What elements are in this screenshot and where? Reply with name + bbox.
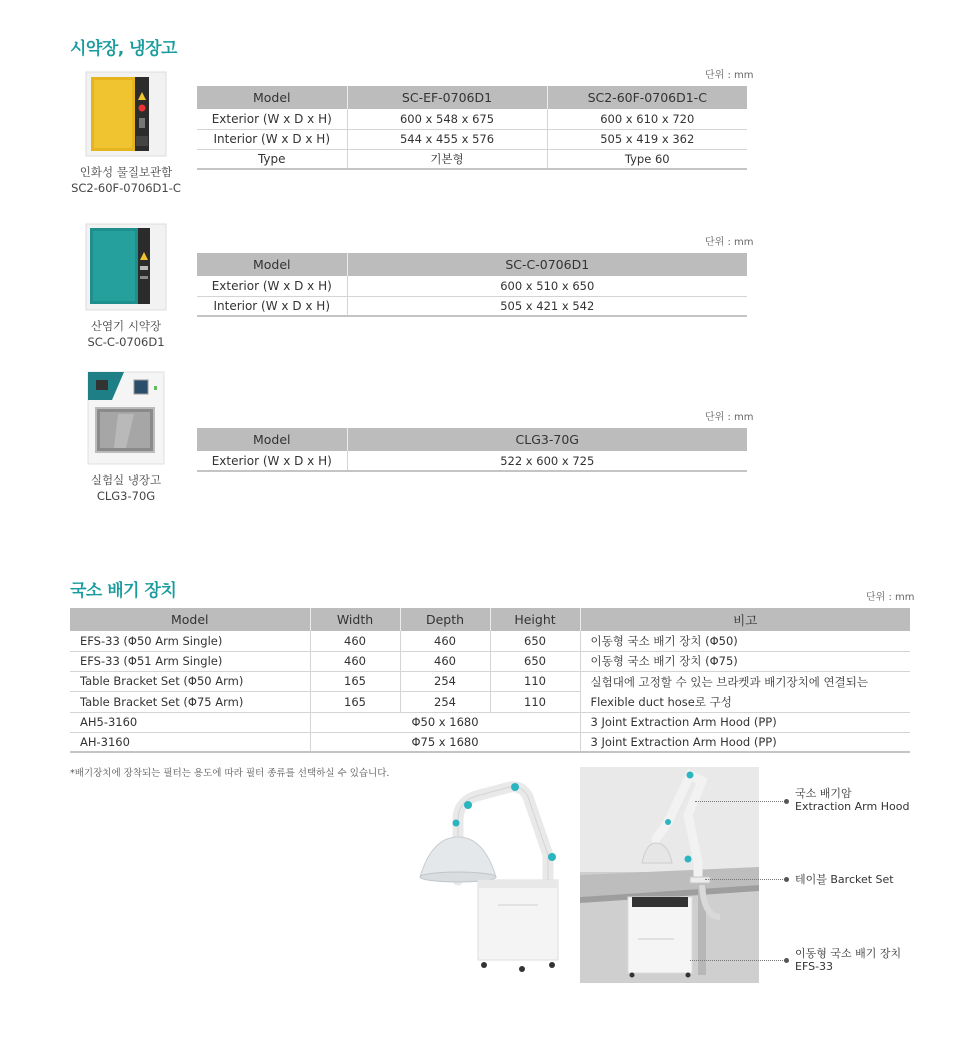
table-row xyxy=(197,451,747,471)
callout-line: 국소 배기암 xyxy=(795,787,852,800)
callout-line: Extraction Arm Hood xyxy=(795,800,910,813)
note-cell-bracket xyxy=(580,671,910,712)
spec-table-acid-base-cabinet xyxy=(197,253,747,317)
note-cell: 이동형 국소 배기 장치 (Φ75) xyxy=(580,651,910,671)
product-model: SC2-60F-0706D1-C xyxy=(71,181,181,195)
unit-label: 단위 : mm xyxy=(866,592,915,603)
model-cell: Table Bracket Set (Φ75 Arm) xyxy=(70,692,310,713)
model-cell: EFS-33 (Φ51 Arm Single) xyxy=(70,651,310,671)
height-cell: 110 xyxy=(490,692,580,713)
dims-cell: Φ75 x 1680 xyxy=(310,732,580,752)
note-line: Flexible duct hose로 구성 xyxy=(590,694,732,709)
teal-acid-base-cabinet-image xyxy=(84,222,168,312)
callout-dot xyxy=(784,958,789,963)
product-acid-base-cabinet xyxy=(66,222,186,350)
note-cell: 이동형 국소 배기 장치 (Φ50) xyxy=(580,631,910,651)
spec-table-lab-refrigerator xyxy=(197,428,747,472)
callout-line: EFS-33 xyxy=(795,960,834,973)
cell: 600 x 510 x 650 xyxy=(347,276,747,296)
dims-cell: Φ50 x 1680 xyxy=(310,712,580,732)
cell: 505 x 421 x 542 xyxy=(347,296,747,316)
header-cell: Model xyxy=(197,86,347,109)
mobile-extraction-unit-image xyxy=(410,765,575,980)
product-name: 산염기 시약장 xyxy=(90,319,162,333)
height-cell: 110 xyxy=(490,671,580,692)
product-flammable-cabinet xyxy=(66,70,186,196)
model-cell: AH-3160 xyxy=(70,732,310,752)
row-label: Exterior (W x D x H) xyxy=(197,451,347,471)
table-row xyxy=(70,651,910,671)
table-row xyxy=(197,129,747,149)
width-cell: 165 xyxy=(310,692,400,713)
height-cell: 650 xyxy=(490,631,580,651)
callout-table-bracket-set xyxy=(795,873,894,886)
callout-leader-line xyxy=(690,960,787,961)
row-label: Exterior (W x D x H) xyxy=(197,276,347,296)
header-cell: SC-EF-0706D1 xyxy=(347,86,547,109)
cell: 544 x 455 x 576 xyxy=(347,129,547,149)
callout-leader-line xyxy=(695,801,787,802)
callout-line: 테이블 Barcket Set xyxy=(795,873,894,886)
model-cell: EFS-33 (Φ50 Arm Single) xyxy=(70,631,310,651)
header-cell: Depth xyxy=(400,608,490,631)
table-row xyxy=(70,631,910,651)
table-row xyxy=(70,671,910,692)
table-row xyxy=(197,109,747,129)
cell: 기본형 xyxy=(347,149,547,169)
cell: 600 x 610 x 720 xyxy=(547,109,747,129)
unit-label: 단위 : mm xyxy=(705,237,754,248)
note-cell: 3 Joint Extraction Arm Hood (PP) xyxy=(580,712,910,732)
header-cell: Height xyxy=(490,608,580,631)
callout-mobile-exhaust-unit xyxy=(795,947,901,973)
depth-cell: 254 xyxy=(400,692,490,713)
cell: 505 x 419 x 362 xyxy=(547,129,747,149)
row-label: Interior (W x D x H) xyxy=(197,129,347,149)
callout-extraction-arm-hood xyxy=(795,787,909,813)
note-cell: 3 Joint Extraction Arm Hood (PP) xyxy=(580,732,910,752)
model-cell: Table Bracket Set (Φ50 Arm) xyxy=(70,671,310,692)
product-model: CLG3-70G xyxy=(96,489,156,503)
width-cell: 165 xyxy=(310,671,400,692)
table-row xyxy=(70,732,910,752)
header-cell: SC2-60F-0706D1-C xyxy=(547,86,747,109)
lab-refrigerator-image xyxy=(84,370,168,466)
product-lab-refrigerator xyxy=(66,370,186,504)
header-cell: Model xyxy=(197,253,347,276)
row-label: Exterior (W x D x H) xyxy=(197,109,347,129)
header-cell: CLG3-70G xyxy=(347,428,747,451)
depth-cell: 254 xyxy=(400,671,490,692)
note-line: 실험대에 고정할 수 있는 브라켓과 배기장치에 연결되는 xyxy=(590,674,868,689)
product-model: SC-C-0706D1 xyxy=(87,335,165,349)
filter-footnote: *배기장치에 장착되는 필터는 용도에 따라 필터 종류를 선택하실 수 있습니다. xyxy=(70,768,390,779)
yellow-flammable-cabinet-image xyxy=(84,70,168,158)
header-cell: Model xyxy=(70,608,310,631)
table-row xyxy=(197,149,747,169)
callout-leader-line xyxy=(705,879,787,880)
unit-label: 단위 : mm xyxy=(705,412,754,423)
cell: 522 x 600 x 725 xyxy=(347,451,747,471)
installed-extraction-arm-photo xyxy=(580,767,759,983)
depth-cell: 460 xyxy=(400,631,490,651)
table-row xyxy=(197,276,747,296)
callout-dot xyxy=(784,877,789,882)
header-cell: Model xyxy=(197,428,347,451)
width-cell: 460 xyxy=(310,631,400,651)
unit-label: 단위 : mm xyxy=(705,70,754,81)
width-cell: 460 xyxy=(310,651,400,671)
spec-table-local-exhaust xyxy=(70,608,910,753)
cell: Type 60 xyxy=(547,149,747,169)
header-cell: 비고 xyxy=(580,608,910,631)
table-row xyxy=(197,296,747,316)
callout-dot xyxy=(784,799,789,804)
table-row xyxy=(70,712,910,732)
model-cell: AH5-3160 xyxy=(70,712,310,732)
header-cell: SC-C-0706D1 xyxy=(347,253,747,276)
height-cell: 650 xyxy=(490,651,580,671)
row-label: Type xyxy=(197,149,347,169)
cell: 600 x 548 x 675 xyxy=(347,109,547,129)
product-name: 인화성 물질보관함 xyxy=(79,165,173,179)
spec-table-flammable-cabinet xyxy=(197,86,747,170)
row-label: Interior (W x D x H) xyxy=(197,296,347,316)
header-cell: Width xyxy=(310,608,400,631)
depth-cell: 460 xyxy=(400,651,490,671)
section-title-cabinets: 시약장, 냉장고 xyxy=(70,39,177,59)
section-title-local-exhaust: 국소 배기 장치 xyxy=(70,581,177,601)
product-name: 실험실 냉장고 xyxy=(90,473,162,487)
callout-line: 이동형 국소 배기 장치 xyxy=(795,947,902,960)
